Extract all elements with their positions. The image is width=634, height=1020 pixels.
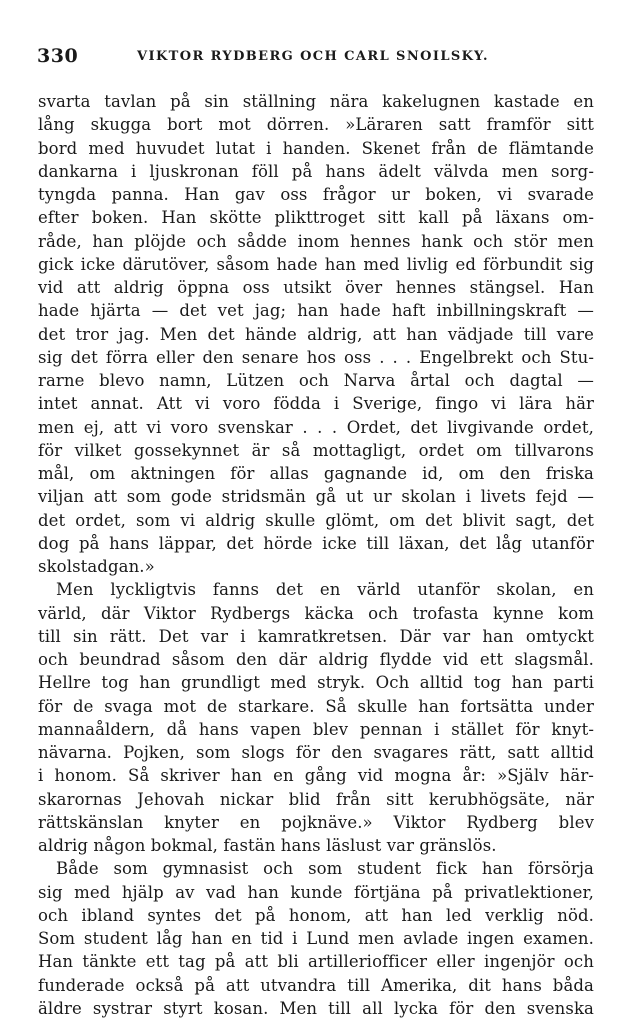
text-line: för vilket gossekynnet är så mottagligt, ordet om tillvarons [38, 440, 594, 460]
text-line: men ej, att vi voro svenskar . . . Ordet, det livgivande ordet, [38, 417, 594, 437]
running-title: VIKTOR RYDBERG OCH CARL SNOILSKY. [137, 49, 489, 64]
text-line: efter boken. Han skötte plikttroget sitt kall på läxans om- [38, 208, 594, 228]
text-line: gick icke därutöver, såsom hade han med livlig ed förbundit sig [38, 254, 594, 274]
text-line: och ibland syntes det på honom, att han led verklig nöd. [38, 905, 594, 925]
text-line: rättskänslan knyter en pojknäve.» Viktor Rydberg blev [38, 812, 594, 832]
body-text [38, 90, 594, 1020]
text-line: Hellre tog han grundligt med stryk. Och alltid tog han parti [38, 673, 594, 693]
text-line: svarta tavlan på sin ställning nära kakelugnen kastade en [38, 92, 594, 111]
text-line: tyngda panna. Han gav oss frågor ur boken, vi svarade [38, 185, 594, 204]
text-line: funderade också på att utvandra till Amerika, dit hans båda [38, 975, 594, 995]
text-line: för de svaga mot de starkare. Så skulle han fortsätta under [38, 696, 594, 716]
text-line-paragraph-start: Men lyckligtvis fanns det en värld utanför skolan, en [56, 580, 594, 600]
text-line: det tror jag. Men det hände aldrig, att han vädjade till vare [38, 324, 594, 344]
text-line: det ordet, som vi aldrig skulle glömt, om det blivit sagt, det [38, 510, 594, 530]
text-line: sig med hjälp av vad han kunde förtjäna på privatlektioner, [38, 882, 594, 902]
text-line: värld, där Viktor Rydbergs käcka och trofasta kynne kom [38, 603, 594, 623]
text-line: och beundrad såsom den där aldrig flydde vid ett slagsmål. [38, 650, 594, 669]
text-line: vid att aldrig öppna oss utsikt över hennes stängsel. Han [38, 278, 594, 297]
text-line: mannaåldern, då hans vapen blev pennan i stället för knyt- [38, 719, 594, 739]
text-line: bord med huvudet lutat i handen. Skenet från de flämtande [38, 138, 594, 158]
text-line-paragraph-end: skolstadgan.» [38, 557, 155, 576]
text-line: äldre systrar styrt kosan. Men till all lycka för den svenska [38, 998, 594, 1018]
text-line: viljan att som gode stridsmän gå ut ur skolan i livets fejd — [38, 487, 594, 507]
text-line: Som student låg han en tid i Lund men avlade ingen examen. [38, 929, 594, 948]
running-head [37, 45, 597, 69]
text-line: dog på hans läppar, det hörde icke till läxan, det låg utanför [38, 533, 594, 553]
text-line: lång skugga bort mot dörren. »Läraren satt framför sitt [38, 115, 594, 135]
text-line: dankarna i ljuskronan föll på hans ädelt välvda men sorg- [38, 161, 594, 181]
text-line: rarne blevo namn, Lützen och Narva årtal och dagtal — [38, 371, 594, 390]
text-line: skarornas Jehovah nickar blid från sitt kerubhögsäte, när [38, 789, 594, 809]
page-number: 330 [37, 45, 79, 67]
text-line-paragraph-end: aldrig någon bokmal, fastän hans läslust var gränslös. [38, 836, 497, 855]
text-line: nävarna. Pojken, som slogs för den svagares rätt, satt alltid [38, 743, 594, 762]
text-line: intet annat. Att vi voro födda i Sverige, fingo vi lära här [38, 394, 594, 414]
text-line: råde, han plöjde och sådde inom hennes hank och stör men [38, 231, 594, 251]
text-line: i honom. Så skriver han en gång vid mogna år: »Själv här- [38, 766, 594, 786]
text-line: hade hjärta — det vet jag; han hade haft inbillningskraft — [38, 301, 594, 321]
text-line-paragraph-start: Både som gymnasist och som student fick han försörja [56, 859, 594, 879]
text-line: mål, om aktningen för allas gagnande id, om den friska [38, 464, 594, 483]
text-line: Han tänkte ett tag på att bli artilleriofficer eller ingenjör och [38, 952, 594, 972]
text-line: till sin rätt. Det var i kamratkretsen. Där var han omtyckt [38, 626, 594, 646]
text-line: sig det förra eller den senare hos oss . . . Engelbrekt och Stu- [38, 347, 594, 367]
